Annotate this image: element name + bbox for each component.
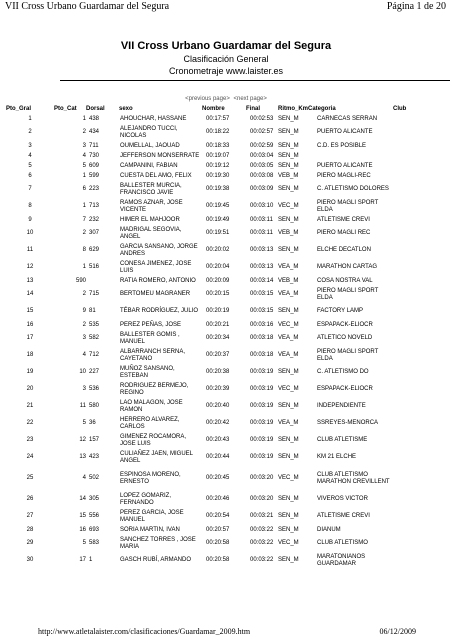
cell-bib: 711 — [89, 142, 99, 149]
cell-position: 26 — [26, 496, 34, 502]
cell-club: PIERO MAGLI-REC — [317, 172, 371, 179]
cell-pace: 00:03:20 — [250, 496, 274, 502]
cell-bib: 713 — [89, 203, 100, 209]
results-table — [6, 104, 406, 569]
cell-bib: 305 — [89, 496, 100, 502]
cell-position: 27 — [26, 513, 34, 519]
cell-club — [308, 151, 393, 161]
cell-final-time: 00:20:43 — [206, 437, 230, 443]
page-footer — [0, 627, 452, 639]
cell-name: MADRIGAL SEGOVIA, ANGEL — [120, 226, 182, 240]
cell-position: 6 — [28, 172, 32, 179]
cell-name: SORIA MARTIN, IVAN — [120, 526, 180, 533]
table-row — [6, 225, 406, 242]
table-row — [6, 171, 406, 181]
table-row — [6, 347, 406, 364]
table-row — [6, 449, 406, 466]
cell-name: LOPEZ GOMARIZ, FERNANDO — [120, 492, 172, 506]
cell-name: MUÑOZ SANSANO, ESTEBAN — [120, 365, 175, 379]
cell-pace: 00:03:19 — [250, 403, 274, 409]
cell-category: SEN_M — [278, 152, 299, 159]
cell-pace: 00:03:08 — [250, 172, 274, 179]
cell-club: CLUB ATLETISMO MARATHON CREVILLENT — [317, 471, 390, 485]
cell-final-time: 00:20:57 — [206, 526, 230, 533]
cell-bib: 712 — [89, 352, 100, 358]
cell-category-position: 1 — [82, 115, 86, 122]
cell-final-time: 00:20:58 — [206, 557, 230, 563]
table-row — [6, 114, 406, 124]
cell-bib: 693 — [89, 526, 100, 533]
cell-category-position: 590 — [75, 277, 86, 284]
cell-bib: 227 — [89, 369, 100, 375]
cell-bib: 307 — [89, 230, 100, 236]
cell-final-time: 00:18:33 — [206, 142, 230, 149]
cell-final-time: 00:20:37 — [206, 352, 230, 358]
cell-bib: 81 — [89, 308, 96, 314]
cell-position: 3 — [28, 142, 32, 149]
table-row — [6, 161, 406, 171]
cell-pace: 00:02:57 — [250, 129, 274, 135]
cell-category-position: 16 — [79, 526, 86, 533]
cell-club: MARATONIANOS GUARDAMAR — [317, 553, 366, 567]
cell-position: 17 — [26, 335, 34, 341]
col-dorsal: Dorsal — [86, 105, 105, 112]
cell-bib: 582 — [89, 335, 100, 341]
cell-position: 25 — [26, 475, 34, 481]
cell-pace: 00:03:15 — [250, 291, 274, 297]
cell-club: ESPAPACK-ELIOCR — [317, 321, 373, 328]
cell-bib: 232 — [89, 216, 100, 223]
cell-category-position: 13 — [79, 454, 86, 460]
cell-position: 9 — [28, 216, 32, 223]
cell-category: SEN_M — [278, 186, 299, 192]
cell-final-time: 00:20:44 — [206, 454, 230, 460]
table-row — [6, 508, 406, 525]
cell-pace: 00:03:15 — [250, 308, 274, 314]
cell-category: VEA_M — [278, 291, 299, 297]
cell-position: 19 — [26, 369, 34, 375]
cell-final-time: 00:18:22 — [206, 129, 230, 135]
cell-club: PUERTO ALICANTE — [317, 129, 373, 135]
cell-pace: 00:03:19 — [250, 437, 274, 443]
cell-category-position: 15 — [79, 513, 86, 519]
cell-category: VEB_M — [278, 172, 299, 179]
cell-position: 30 — [26, 557, 34, 563]
cell-position: 21 — [26, 403, 34, 409]
cell-category-position: 14 — [79, 496, 86, 502]
cell-final-time: 00:20:40 — [206, 403, 230, 409]
cell-category-position: 10 — [79, 369, 86, 375]
results-body — [6, 114, 406, 569]
cell-position: 11 — [26, 247, 34, 253]
cell-club: CLUB ATLETISME — [317, 437, 368, 443]
cell-category: VEB_M — [278, 230, 299, 236]
cell-category-position: 12 — [79, 437, 86, 443]
cell-category-position: 3 — [82, 386, 86, 392]
cell-category-position: 5 — [82, 420, 86, 426]
cell-club: ELCHE DECATLON — [317, 247, 371, 253]
table-row — [6, 432, 406, 449]
cell-final-time: 00:20:45 — [206, 475, 230, 481]
cell-club: ATLETISME CREVI — [317, 216, 370, 223]
cell-pace: 00:03:14 — [250, 277, 274, 284]
cell-name: ALBARRANCH SERNA, CAYETANO — [120, 348, 186, 362]
cell-club: PUERTO ALICANTE — [317, 162, 373, 169]
cell-category-position: 7 — [82, 216, 86, 223]
table-row — [6, 320, 406, 330]
cell-category-position: 9 — [82, 308, 86, 314]
cell-pace: 00:03:18 — [250, 335, 274, 341]
cell-final-time: 00:17:57 — [206, 115, 230, 122]
cell-pace: 00:03:19 — [250, 386, 274, 392]
cell-club: DIANUM — [317, 526, 341, 533]
table-row — [6, 198, 406, 215]
cell-pace: 00:03:16 — [250, 321, 274, 328]
table-row — [6, 141, 406, 151]
cell-pace: 00:03:13 — [250, 247, 274, 253]
cell-category-position: 5 — [82, 162, 86, 169]
cell-position: 23 — [26, 437, 34, 443]
cell-final-time: 00:19:49 — [206, 216, 230, 223]
cell-pace: 00:03:19 — [250, 420, 274, 426]
header-title: VII Cross Urbano Guardamar del Segura — [5, 1, 170, 12]
cell-category: VEC_M — [278, 203, 299, 209]
cell-category-position: 6 — [82, 186, 86, 192]
cell-bib: 423 — [89, 454, 100, 460]
cell-pace: 00:03:19 — [250, 454, 274, 460]
cell-club: CARNECAS SERRAN — [317, 115, 378, 122]
cell-category: SEN_M — [278, 129, 299, 135]
cell-name: BERTOMEU MAGRANER — [120, 291, 191, 297]
cell-final-time: 00:20:58 — [206, 540, 230, 546]
cell-final-time: 00:20:21 — [206, 321, 230, 328]
table-row — [6, 552, 406, 569]
cell-pace: 00:03:09 — [250, 186, 274, 192]
cell-position: 18 — [26, 352, 34, 358]
cell-category: SEN_M — [278, 496, 299, 502]
cell-final-time: 00:20:04 — [206, 264, 230, 270]
table-row — [6, 330, 406, 347]
cell-final-time: 00:20:15 — [206, 291, 230, 297]
cell-category: VEC_M — [278, 321, 299, 328]
cell-name: GASCH RUBÍ, ARMANDO — [120, 557, 192, 563]
col-categoria: Categoria — [308, 105, 336, 112]
table-row — [6, 466, 406, 491]
cell-name: HIMER EL MAHJOOR — [120, 216, 180, 223]
cell-name: JEFFERSON MONSERRATE — [120, 152, 200, 159]
cell-name: PEREZ GARCIA, JOSE MANUEL — [120, 509, 184, 523]
cell-category-position: 3 — [82, 142, 86, 149]
cell-name: GIMENEZ ROCAMORA, JOSE LUIS — [120, 433, 187, 447]
cell-pace: 00:03:04 — [250, 152, 274, 159]
cell-category-position: 8 — [82, 247, 86, 253]
cell-pace: 00:03:22 — [250, 540, 274, 546]
cell-category-position: 2 — [82, 129, 86, 135]
cell-club: ATLETISME CREVI — [317, 513, 370, 519]
cell-category-position: 1 — [82, 203, 86, 209]
col-ritmo: Ritmo_Km — [278, 105, 309, 112]
cell-name: CAMPANINI, FABIAN — [120, 162, 178, 169]
cell-club: ESPAPACK-ELIOCR — [317, 386, 373, 392]
cell-final-time: 00:20:34 — [206, 335, 230, 341]
cell-final-time: 00:19:12 — [206, 162, 230, 169]
cell-club: PIERO MAGLI SPORT ELDA — [317, 287, 379, 301]
cell-final-time: 00:20:19 — [206, 308, 230, 314]
col-sexo: sexo — [119, 105, 133, 112]
cell-category: SEN_M — [278, 557, 299, 563]
previous-page-link[interactable]: <previous page> — [185, 96, 230, 102]
cell-position: 1 — [28, 115, 32, 122]
title-divider — [60, 80, 450, 81]
cell-position: 5 — [28, 162, 32, 169]
cell-category: SEN_M — [278, 308, 299, 314]
cell-club: MARATHON CARTAG — [317, 264, 378, 270]
table-row — [6, 151, 406, 161]
cell-name: LAO MALAGON, JOSE RAMON — [120, 399, 183, 413]
race-title: VII Cross Urbano Guardamar del Segura — [120, 40, 332, 52]
cell-bib: 580 — [89, 403, 100, 409]
cell-position: 15 — [26, 308, 34, 314]
cell-position: 13 — [26, 277, 34, 284]
cell-position: 22 — [26, 420, 34, 426]
table-row — [6, 364, 406, 381]
cell-category: SEN_M — [278, 216, 299, 223]
cell-name: HERRERO ALVAREZ, CARLOS — [120, 416, 180, 430]
cell-name: CUESTA DEL AMO, FELIX — [120, 172, 192, 179]
table-row — [6, 259, 406, 276]
cell-final-time: 00:19:45 — [206, 203, 230, 209]
cell-bib: 535 — [89, 321, 100, 328]
cell-club: CLUB ATLETISMO — [317, 540, 368, 546]
cell-category: VEA_M — [278, 352, 299, 358]
cell-club: PIERO MAGLI SPORT ELDA — [317, 348, 379, 362]
cell-category: VEA_M — [278, 264, 299, 270]
cell-club: FACTORY LAMP — [317, 308, 364, 314]
cell-position: 12 — [26, 264, 34, 270]
col-club: Club — [393, 105, 407, 112]
table-row — [6, 415, 406, 432]
cell-category-position: 2 — [82, 321, 86, 328]
cell-category-position: 11 — [79, 403, 86, 409]
cell-position: 24 — [26, 454, 34, 460]
cell-pace: 00:03:19 — [250, 369, 274, 375]
cell-category: VEB_M — [278, 277, 299, 284]
classification-subtitle: Clasificación General — [183, 54, 269, 64]
cell-pace: 00:03:10 — [250, 203, 274, 209]
cell-club: SSREYES-MENORCA — [317, 420, 379, 426]
cell-name: TÉBAR RODRÍGUEZ, JULIO — [120, 308, 199, 314]
table-row — [6, 535, 406, 552]
table-row — [6, 286, 406, 303]
cell-bib: 629 — [89, 247, 100, 253]
footer-url: http://www.atletalaister.com/clasificaciones/Guardamar_2009.htm — [38, 627, 251, 636]
cell-category-position: 1 — [82, 172, 86, 179]
cell-name: ALEJANDRO TUCCI, NICOLAS — [120, 125, 178, 139]
cell-final-time: 00:19:30 — [206, 172, 230, 179]
cell-position: 29 — [26, 540, 34, 546]
cell-bib: 516 — [89, 264, 100, 270]
next-page-link[interactable]: <next page> — [233, 96, 267, 102]
cell-club: ATLETICO NOVELD — [317, 335, 373, 341]
cell-category-position: 5 — [82, 540, 86, 546]
cell-final-time: 00:19:51 — [206, 230, 230, 236]
cell-final-time: 00:20:46 — [206, 496, 230, 502]
page-number: Página 1 de 20 — [386, 1, 446, 12]
table-row — [6, 215, 406, 225]
cell-pace: 00:03:22 — [250, 557, 274, 563]
cell-category: VEA_M — [278, 420, 299, 426]
cell-bib: 536 — [89, 386, 100, 392]
cell-name: CULIAÑEZ JAEN, MIGUEL ANGEL — [120, 450, 193, 464]
cell-bib: 157 — [89, 437, 100, 443]
footer-date: 06/12/2009 — [379, 627, 416, 636]
cell-club: C. ATLETISMO DOLORES — [317, 186, 389, 192]
cell-club: VIVEROS VICTOR — [317, 496, 368, 502]
cell-pace: 00:03:05 — [250, 162, 274, 169]
cell-category: VEC_M — [278, 540, 299, 546]
cell-pace: 00:03:20 — [250, 475, 274, 481]
cell-club: KM 21 ELCHE — [317, 454, 357, 460]
cell-final-time: 00:20:09 — [206, 277, 230, 284]
cell-bib: 438 — [89, 115, 100, 122]
cell-category-position: 2 — [82, 230, 86, 236]
cell-bib: 434 — [89, 129, 100, 135]
cell-name: RAMOS AZNAR, JOSE VICENTE — [120, 199, 183, 213]
cell-club: INDEPENDIENTE — [317, 403, 366, 409]
cell-final-time: 00:20:42 — [206, 420, 230, 426]
col-pto-gral: Pto_Gral — [6, 105, 32, 112]
table-row — [6, 398, 406, 415]
cell-bib: 583 — [89, 540, 100, 546]
table-row — [6, 491, 406, 508]
cell-bib: 36 — [89, 420, 96, 426]
cell-category: SEN_M — [278, 403, 299, 409]
cell-category-position: 1 — [82, 264, 86, 270]
cell-category: VEC_M — [278, 475, 299, 481]
cell-bib: 730 — [89, 152, 100, 159]
cell-pace: 00:03:11 — [250, 230, 273, 236]
cell-category: SEN_M — [278, 369, 299, 375]
cell-bib: 599 — [89, 172, 100, 179]
table-row — [6, 276, 406, 286]
cell-position: 16 — [26, 321, 34, 328]
cell-category: SEN_M — [278, 526, 299, 533]
cell-category-position: 4 — [82, 152, 86, 159]
cell-category: SEN_M — [278, 437, 299, 443]
cell-category: VEA_M — [278, 335, 299, 341]
cell-bib: 1 — [89, 557, 93, 563]
cell-club: PIERO MAGLI SPORT ELDA — [317, 199, 379, 213]
cell-category: SEN_M — [278, 247, 299, 253]
cell-position: 2 — [28, 129, 32, 135]
cell-name: PEREZ PEÑAS, JOSE — [120, 321, 182, 328]
table-row — [6, 242, 406, 259]
cell-category: SEN_M — [278, 142, 299, 149]
page-header — [0, 0, 452, 14]
cell-category: VEC_M — [278, 386, 299, 392]
cell-position: 20 — [26, 386, 34, 392]
cell-position: 14 — [26, 291, 34, 297]
cell-club: COSA NOSTRA VAL — [317, 277, 373, 284]
cell-pace: 00:03:18 — [250, 352, 274, 358]
cell-name: RATIA ROMERO, ANTONIO — [120, 277, 196, 284]
cell-bib: 715 — [89, 291, 100, 297]
results-header-row — [6, 104, 406, 114]
cell-pace: 00:03:13 — [250, 264, 274, 270]
table-row — [6, 181, 406, 198]
cell-pace: 00:02:59 — [250, 142, 274, 149]
cell-position: 10 — [26, 230, 34, 236]
cell-name: AHOUCHAR, HASSANE — [120, 115, 187, 122]
cell-final-time: 00:20:38 — [206, 369, 230, 375]
cell-position: 8 — [28, 203, 32, 209]
cell-final-time: 00:20:02 — [206, 247, 230, 253]
cell-name: BALLESTER GOMIS , MANUEL — [120, 331, 180, 345]
cell-club: C. ATLETISMO DO — [317, 369, 369, 375]
cell-final-time: 00:20:39 — [206, 386, 230, 392]
cell-pace: 00:03:21 — [250, 513, 274, 519]
cell-final-time: 00:20:54 — [206, 513, 230, 519]
cell-bib: 609 — [89, 162, 100, 169]
col-nombre: Nombre — [202, 105, 225, 112]
cell-category: SEN_M — [278, 115, 299, 122]
cell-name: RODRIGUEZ BERMEJO, REGINO — [120, 382, 189, 396]
cell-final-time: 00:19:38 — [206, 186, 230, 192]
table-row — [6, 124, 406, 141]
cell-bib — [86, 276, 119, 286]
cell-pace: 00:03:11 — [250, 216, 273, 223]
cell-bib: 502 — [89, 475, 100, 481]
cell-category: SEN_M — [278, 513, 299, 519]
cell-category-position: 4 — [82, 352, 86, 358]
cell-club: C.D. ES POSIBLE — [317, 142, 367, 149]
cell-bib: 556 — [89, 513, 100, 519]
cell-category-position: 17 — [79, 557, 86, 563]
cell-name: CONESA JIMENEZ, JOSE LUIS — [120, 260, 192, 274]
table-row — [6, 303, 406, 320]
timing-subtitle: Cronometraje www.laister.es — [168, 66, 284, 76]
page-navigation — [0, 96, 452, 102]
cell-pace: 00:02:53 — [250, 115, 274, 122]
cell-name: BALLESTER MURCIA, FRANCISCO JAVIE — [120, 182, 182, 196]
table-row — [6, 381, 406, 398]
cell-position: 7 — [28, 186, 32, 192]
col-pto-cat: Pto_Cat — [54, 105, 77, 112]
cell-category-position: 3 — [82, 335, 86, 341]
cell-final-time: 00:19:07 — [206, 152, 230, 159]
cell-name: SANCHEZ TORRES , JOSE MARIA — [120, 536, 196, 550]
cell-bib: 223 — [89, 186, 100, 192]
cell-pace: 00:03:22 — [250, 526, 274, 533]
cell-name: GARCIA SANSANO, JORGE ANDRES — [120, 243, 198, 257]
cell-category-position: 4 — [82, 475, 86, 481]
cell-name: OUMELLAL, JAOUAD — [120, 142, 180, 149]
cell-category-position: 2 — [82, 291, 86, 297]
cell-category: SEN_M — [278, 454, 299, 460]
table-row — [6, 525, 406, 535]
cell-position: 28 — [26, 526, 34, 533]
cell-club: PIERO MAGLI REC — [317, 230, 371, 236]
cell-category: SEN_M — [278, 162, 299, 169]
cell-name: ESPINOSA MORENO, ERNESTO — [120, 471, 181, 485]
col-final: Final — [246, 105, 261, 112]
cell-position: 4 — [28, 152, 32, 159]
